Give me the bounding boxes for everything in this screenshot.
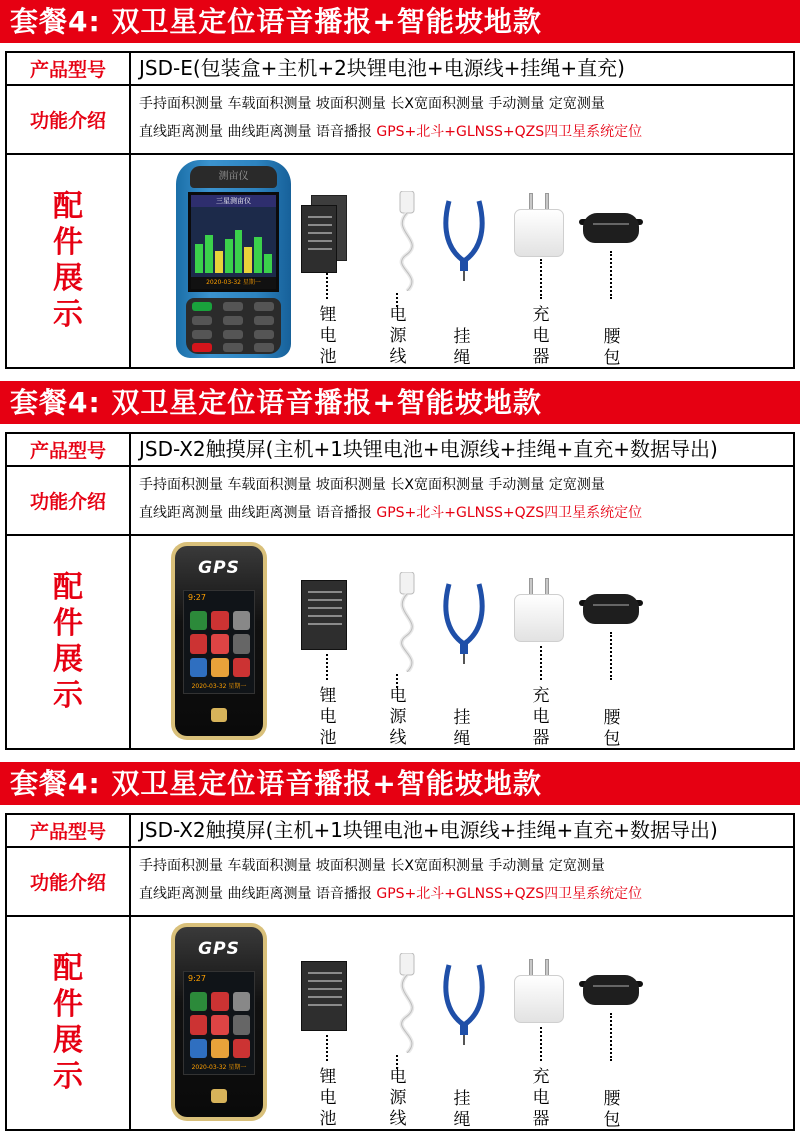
device-keypad [186, 298, 281, 354]
battery-image [301, 195, 347, 273]
features-text: 直线距离测量 曲线距离测量 语音播报 [139, 886, 377, 902]
spec-table [5, 51, 795, 369]
leader-line [326, 654, 328, 680]
accessory-label: 充电器 [532, 1067, 550, 1129]
lanyard-image [439, 955, 489, 1045]
features-line-2 [139, 121, 642, 141]
leader-line [540, 259, 542, 299]
feature-label: 功能介绍 [29, 872, 106, 894]
display-label [7, 155, 129, 367]
signal-bars [195, 225, 272, 273]
display-label-char: 展 [53, 642, 83, 677]
device-touchscreen [183, 971, 255, 1075]
accessory-label: 腰包 [603, 327, 621, 368]
waist-bag-image [579, 969, 643, 1009]
accessory-label: 腰包 [603, 708, 621, 749]
gps-device-image [176, 160, 291, 358]
display-label [7, 536, 129, 748]
model-text: JSD-E(包装盒+主机+2块锂电池+电源线+挂绳+直充) [139, 56, 625, 80]
feature-label: 功能介绍 [29, 110, 106, 132]
leader-line [610, 632, 612, 680]
gps-device-image [171, 542, 267, 740]
device-time: 9:27 [188, 593, 206, 602]
feature-label: 功能介绍 [29, 491, 106, 513]
features-line-2 [139, 502, 642, 522]
features-line-1: 手持面积测量 车载面积测量 坡面积测量 长X宽面积测量 手动测量 定宽测量 [139, 858, 605, 874]
package-banner: 套餐4: 双卫星定位语音播报+智能坡地款 [0, 381, 800, 424]
waist-bag-image [579, 588, 643, 628]
accessory-label: 挂绳 [453, 1089, 471, 1130]
model-label: 产品型号 [29, 821, 106, 843]
device-touchscreen [183, 590, 255, 694]
cable-image [386, 953, 430, 1053]
display-label-char: 件 [53, 987, 83, 1022]
accessory-label: 锂电池 [319, 1067, 337, 1129]
waist-bag-image [579, 207, 643, 247]
spec-table [5, 813, 795, 1131]
features-text: 直线距离测量 曲线距离测量 语音播报 [139, 124, 377, 140]
device-time: 9:27 [188, 974, 206, 983]
display-label [7, 917, 129, 1129]
gps-device-image [171, 923, 267, 1121]
model-label: 产品型号 [29, 59, 106, 81]
accessory-display [131, 917, 793, 1129]
accessory-label: 充电器 [532, 686, 550, 748]
model-label: 产品型号 [29, 440, 106, 462]
model-text: JSD-X2触摸屏(主机+1块锂电池+电源线+挂绳+直充+数据导出) [139, 818, 718, 842]
positioning-text: GPS+北斗+GLNSS+QZS四卫星系统定位 [376, 124, 643, 140]
model-text: JSD-X2触摸屏(主机+1块锂电池+电源线+挂绳+直充+数据导出) [139, 437, 718, 461]
device-logo: GPS [198, 558, 240, 578]
cable-image [386, 191, 430, 291]
positioning-text: GPS+北斗+GLNSS+QZS四卫星系统定位 [376, 886, 643, 902]
lanyard-image [439, 574, 489, 664]
display-label-char: 展 [53, 1023, 83, 1058]
device-screen [188, 192, 279, 292]
display-label-char: 配 [53, 570, 83, 605]
charger-image [514, 578, 564, 642]
features-line-1: 手持面积测量 车载面积测量 坡面积测量 长X宽面积测量 手动测量 定宽测量 [139, 96, 605, 112]
leader-line [540, 1027, 542, 1061]
lanyard-image [439, 191, 489, 281]
spec-table [5, 432, 795, 750]
accessory-label: 锂电池 [319, 305, 337, 367]
app-icon-grid [190, 992, 250, 1058]
charger-image [514, 193, 564, 257]
display-label-char: 示 [53, 678, 83, 713]
display-label-char: 件 [53, 225, 83, 260]
home-button [211, 708, 227, 722]
accessory-label: 腰包 [603, 1089, 621, 1130]
device-cap-label: 测亩仪 [190, 166, 277, 188]
features-text: 直线距离测量 曲线距离测量 语音播报 [139, 505, 377, 521]
package-banner: 套餐4: 双卫星定位语音播报+智能坡地款 [0, 0, 800, 43]
display-label-char: 配 [53, 189, 83, 224]
leader-line [610, 251, 612, 299]
battery-image [301, 580, 347, 658]
accessory-label: 电源线 [389, 686, 407, 748]
display-label-char: 展 [53, 261, 83, 296]
device-date: 2020-03-32 星期一 [191, 683, 247, 690]
charger-image [514, 959, 564, 1023]
leader-line [610, 1013, 612, 1061]
accessory-label: 电源线 [389, 1067, 407, 1129]
positioning-text: GPS+北斗+GLNSS+QZS四卫星系统定位 [376, 505, 643, 521]
display-label-char: 示 [53, 297, 83, 332]
display-label-char: 件 [53, 606, 83, 641]
display-label-char: 配 [53, 951, 83, 986]
accessory-display [131, 536, 793, 748]
device-screen-title: 三星测亩仪 [191, 195, 276, 207]
app-icon-grid [190, 611, 250, 677]
accessory-display [131, 155, 793, 367]
cable-image [386, 572, 430, 672]
device-date: 2020-03-32 星期一 [191, 1064, 247, 1071]
package-banner: 套餐4: 双卫星定位语音播报+智能坡地款 [0, 762, 800, 805]
leader-line [326, 273, 328, 299]
home-button [211, 1089, 227, 1103]
leader-line [540, 646, 542, 680]
accessory-label: 锂电池 [319, 686, 337, 748]
battery-image [301, 961, 347, 1039]
accessory-label: 挂绳 [453, 327, 471, 368]
display-label-char: 示 [53, 1059, 83, 1094]
device-date: 2020-03-32 星期一 [191, 277, 276, 289]
features-line-1: 手持面积测量 车载面积测量 坡面积测量 长X宽面积测量 手动测量 定宽测量 [139, 477, 605, 493]
leader-line [326, 1035, 328, 1061]
device-logo: GPS [198, 939, 240, 959]
accessory-label: 挂绳 [453, 708, 471, 749]
accessory-label: 电源线 [389, 305, 407, 367]
accessory-label: 充电器 [532, 305, 550, 367]
features-line-2 [139, 883, 642, 903]
